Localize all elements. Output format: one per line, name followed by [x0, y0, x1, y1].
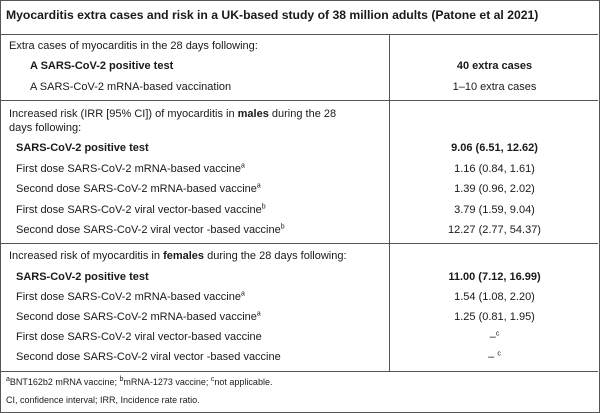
s2-row2-label: First dose SARS-CoV-2 mRNA-based vaccine$^a$	[16, 162, 245, 175]
s3-row1-label: SARS-CoV-2 positive test	[16, 271, 149, 283]
s3-row3-label: Second dose SARS-CoV-2 mRNA-based vaccine$^a$	[16, 310, 261, 323]
s1-row1-value: 40 extra cases	[456, 60, 533, 72]
s2-row3-value: 1.39 (0.96, 2.02)	[454, 183, 535, 195]
table-title: Myocarditis extra cases and risk in a UK-based study of 38 million adults (Patone et al 2021)	[6, 8, 539, 22]
s1-row2-value: 1–10 extra cases	[452, 81, 537, 93]
s2-row5-label: Second dose SARS-CoV-2 viral vector -based vaccine$^b$	[16, 223, 285, 236]
section1-header: Extra cases of myocarditis in the 28 days following:	[9, 40, 258, 52]
s2-row4-label: First dose SARS-CoV-2 viral vector-based vaccine$^b$	[16, 203, 266, 216]
s2-row4-value: 3.79 (1.59, 9.04)	[454, 204, 535, 216]
s2-row1-value: 9.06 (6.51, 12.62)	[451, 142, 538, 154]
s3-row5-label: Second dose SARS-CoV-2 viral vector -based vaccine	[16, 351, 281, 363]
s1-row1-label: A SARS-CoV-2 positive test	[30, 60, 174, 72]
footnote-vaccines: $^a$BNT162b2 mRNA vaccine; $^b$mRNA-1273 vaccine; $^c$not applicable.	[6, 376, 273, 387]
s3-row5-value: – $^c$	[488, 350, 501, 363]
s2-row2-value: 1.16 (0.84, 1.61)	[454, 163, 535, 175]
s2-row5-value: 12.27 (2.77, 54.37)	[448, 224, 541, 236]
divider-section2	[0, 243, 598, 244]
s3-row2-label: First dose SARS-CoV-2 mRNA-based vaccine$^a$	[16, 290, 245, 303]
footnote-abbreviations: CI, confidence interval; IRR, Incidence rate ratio.	[6, 395, 200, 405]
s2-row1-label: SARS-CoV-2 positive test	[16, 142, 149, 154]
divider-section3	[0, 371, 598, 372]
divider-title	[0, 34, 598, 35]
s3-row1-value: 11.00 (7.12, 16.99)	[448, 271, 541, 283]
section2-header-line2: days following:	[9, 122, 82, 134]
s1-row2-label: A SARS-CoV-2 mRNA-based vaccination	[30, 81, 232, 93]
section2-header: Increased risk (IRR [95% CI]) of myocarditis in males during the 28	[9, 108, 337, 120]
divider-section1	[0, 100, 598, 101]
s2-row3-label: Second dose SARS-CoV-2 mRNA-based vaccine$^a$	[16, 182, 261, 195]
s3-row3-value: 1.25 (0.81, 1.95)	[454, 311, 535, 323]
s3-row2-value: 1.54 (1.08, 2.20)	[454, 291, 535, 303]
s3-row4-value: –$^c$	[489, 330, 500, 343]
section3-header: Increased risk of myocarditis in females during the 28 days following:	[9, 250, 347, 262]
s3-row4-label: First dose SARS-CoV-2 viral vector-based vaccine	[16, 331, 262, 343]
